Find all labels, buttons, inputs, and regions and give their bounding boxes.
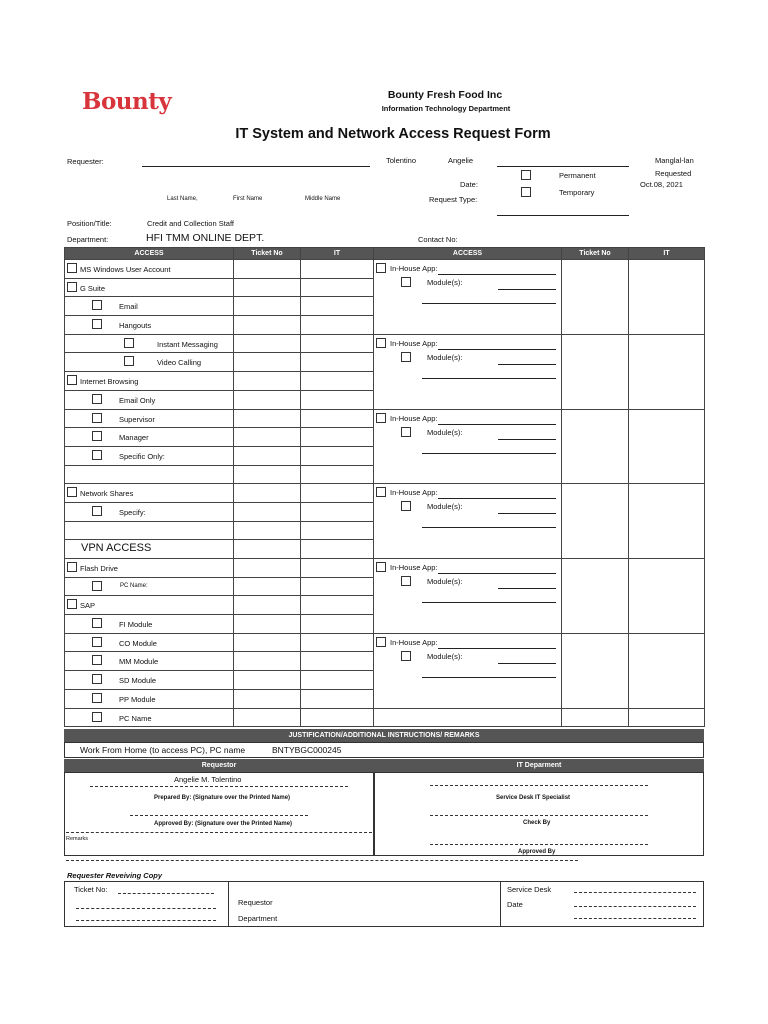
request-type-line xyxy=(497,215,629,216)
it-cell-left[interactable] xyxy=(301,409,374,428)
module-line-2 xyxy=(422,677,556,678)
module-line xyxy=(498,439,556,440)
access-cell-left xyxy=(65,278,234,297)
it-cell-left[interactable] xyxy=(301,596,374,615)
access-item-label: Supervisor xyxy=(119,414,155,424)
inhouse-app-line xyxy=(438,424,556,425)
copy-date-line xyxy=(574,906,696,907)
it-cell-left[interactable] xyxy=(301,577,374,596)
access-checkbox[interactable] xyxy=(124,338,134,348)
approved-by-line-left xyxy=(130,815,308,816)
justification-text: Work From Home (to access PC), PC name xyxy=(80,745,246,755)
table-row xyxy=(65,334,705,353)
it-cell-left[interactable] xyxy=(301,260,374,279)
access-cell-left xyxy=(65,615,234,634)
ticket-cell-left[interactable] xyxy=(234,278,301,297)
check-by-label: Check By xyxy=(523,820,551,826)
inhouse-app-label: In-House App: xyxy=(390,413,438,423)
module-checkbox[interactable] xyxy=(401,576,411,586)
header-ticket-right: Ticket No xyxy=(562,248,629,260)
access-checkbox[interactable] xyxy=(67,282,77,292)
access-checkbox[interactable] xyxy=(67,487,77,497)
module-checkbox[interactable] xyxy=(401,501,411,511)
access-checkbox[interactable] xyxy=(92,506,102,516)
copy-line-2 xyxy=(76,908,216,909)
copy-service-desk-line xyxy=(574,892,696,893)
inhouse-app-block xyxy=(374,409,562,484)
copy-requestor-label: Requestor xyxy=(238,898,273,907)
copy-line-3 xyxy=(76,920,216,921)
table-row xyxy=(65,633,705,652)
access-checkbox[interactable] xyxy=(92,450,102,460)
ticket-cell-left[interactable] xyxy=(234,689,301,708)
date-value: Oct.08, 2021 xyxy=(640,180,683,189)
requestor-name: Angelie M. Tolentino xyxy=(174,775,242,784)
table-row xyxy=(65,559,705,578)
copy-line-right-3 xyxy=(574,918,696,919)
permanent-label: Permanent xyxy=(559,171,596,180)
inhouse-app-label: In-House App: xyxy=(390,637,438,647)
ticket-cell-right[interactable] xyxy=(562,633,629,708)
approved-by-right-label: Approved By xyxy=(518,849,556,855)
it-cell-left[interactable] xyxy=(301,465,374,484)
access-item-label: CO Module xyxy=(119,638,157,648)
copy-department-label: Department xyxy=(238,914,278,923)
access-cell-left xyxy=(65,316,234,335)
it-cell-right[interactable] xyxy=(629,260,705,335)
it-cell-left[interactable] xyxy=(301,428,374,447)
it-cell-right[interactable] xyxy=(629,633,705,708)
it-cell-left[interactable] xyxy=(301,484,374,503)
inhouse-app-line xyxy=(438,573,556,574)
access-cell-left xyxy=(65,297,234,316)
access-cell-left xyxy=(65,428,234,447)
module-line-2 xyxy=(422,378,556,379)
access-cell-left xyxy=(65,372,234,391)
date-requested-label: Requested xyxy=(655,169,692,178)
module-checkbox[interactable] xyxy=(401,352,411,362)
middle-name-label: Middle Name xyxy=(305,196,341,202)
access-item-label: Flash Drive xyxy=(80,564,118,573)
module-line xyxy=(498,588,556,589)
it-cell-left[interactable] xyxy=(301,521,374,540)
it-cell-left[interactable] xyxy=(301,502,374,521)
module-line xyxy=(498,663,556,664)
inhouse-app-line xyxy=(438,498,556,499)
requestor-band: Requestor xyxy=(64,759,374,772)
module-line-2 xyxy=(422,303,556,304)
it-cell-right xyxy=(629,708,705,727)
it-cell-right[interactable] xyxy=(629,409,705,484)
access-checkbox[interactable] xyxy=(67,599,77,609)
access-cell-left xyxy=(65,577,234,596)
inhouse-app-label: In-House App: xyxy=(390,338,438,348)
inhouse-app-checkbox[interactable] xyxy=(376,562,386,572)
it-cell-left[interactable] xyxy=(301,353,374,372)
ticket-cell-right xyxy=(562,708,629,727)
it-cell-left[interactable] xyxy=(301,390,374,409)
access-item-label: Network Shares xyxy=(80,489,134,499)
inhouse-app-block xyxy=(374,484,562,559)
access-item-label: SAP xyxy=(80,601,96,611)
company-name: Bounty Fresh Food Inc xyxy=(387,89,503,101)
receiving-copy-title: Requester Reveiving Copy xyxy=(67,871,163,880)
access-checkbox[interactable] xyxy=(67,375,77,385)
header-access-right: ACCESS xyxy=(374,248,562,260)
ticket-cell-left[interactable] xyxy=(234,372,301,391)
justification-band: JUSTIFICATION/ADDITIONAL INSTRUCTIONS/ REMARKS xyxy=(64,729,704,742)
it-cell-left[interactable] xyxy=(301,652,374,671)
access-item-label: PP Module xyxy=(119,694,156,704)
copy-divider-left xyxy=(228,881,229,927)
inhouse-app-block xyxy=(374,559,562,634)
position-value: Credit and Collection Staff xyxy=(147,219,234,228)
module-label: Module(s): xyxy=(427,502,463,512)
module-line xyxy=(498,289,556,290)
it-cell-left[interactable] xyxy=(301,334,374,353)
ticket-cell-left[interactable] xyxy=(234,671,301,690)
prepared-by-label: Prepared By: (Signature over the Printed Name) xyxy=(154,795,291,801)
inhouse-app-line xyxy=(438,648,556,649)
check-by-line xyxy=(430,815,648,816)
it-cell-left[interactable] xyxy=(301,559,374,578)
module-label: Module(s): xyxy=(427,577,463,586)
access-item-label: G Suite xyxy=(80,283,106,293)
access-cell-left xyxy=(65,652,234,671)
ticket-cell-left[interactable] xyxy=(234,596,301,615)
module-label: Module(s): xyxy=(427,427,463,437)
copy-service-desk-label: Service Desk xyxy=(507,885,552,894)
access-item-label: Internet Browsing xyxy=(80,377,139,387)
access-item-label: PC Name xyxy=(119,713,152,723)
inhouse-app-checkbox[interactable] xyxy=(376,487,386,497)
access-table xyxy=(64,247,705,727)
ticket-cell-left[interactable] xyxy=(234,502,301,521)
inhouse-app-checkbox[interactable] xyxy=(376,338,386,348)
service-desk-label: Service Desk IT Specialist xyxy=(496,795,571,801)
inhouse-app-checkbox[interactable] xyxy=(376,637,386,647)
access-checkbox[interactable] xyxy=(92,413,102,423)
access-item-label: Manager xyxy=(119,433,149,443)
module-line-2 xyxy=(422,453,556,454)
access-cell-left xyxy=(65,465,234,484)
ticket-cell-left[interactable] xyxy=(234,390,301,409)
access-item-label: Video Calling xyxy=(157,358,202,368)
access-cell-left xyxy=(65,260,234,279)
it-cell-left[interactable] xyxy=(301,278,374,297)
requester-line xyxy=(142,166,370,167)
inhouse-app-block xyxy=(374,260,562,335)
access-item-label: FI Module xyxy=(119,620,153,630)
position-label: Position/Title: xyxy=(67,219,112,228)
first-name-value: Angelie xyxy=(448,156,474,165)
access-checkbox[interactable] xyxy=(92,637,102,647)
ticket-cell-left[interactable] xyxy=(234,521,301,540)
table-row xyxy=(65,409,705,428)
copy-ticket-label: Ticket No: xyxy=(74,885,108,894)
module-line xyxy=(498,513,556,514)
access-item-label: Instant Messaging xyxy=(157,339,218,349)
access-checkbox[interactable] xyxy=(92,394,102,404)
header-it-left: IT xyxy=(301,248,374,260)
access-item-label: MS Windows User Account xyxy=(80,265,171,274)
ticket-cell-left[interactable] xyxy=(234,559,301,578)
remarks-label: Remarks xyxy=(66,836,89,842)
justification-pc-name: BNTYBGC000245 xyxy=(272,745,342,755)
access-checkbox[interactable] xyxy=(67,562,77,572)
remarks-line xyxy=(66,832,372,833)
module-checkbox[interactable] xyxy=(401,427,411,437)
requester-label: Requester: xyxy=(67,157,104,166)
ticket-cell-left[interactable] xyxy=(234,428,301,447)
module-label: Module(s): xyxy=(427,352,463,362)
it-cell-left[interactable] xyxy=(301,689,374,708)
it-cell-left[interactable] xyxy=(301,671,374,690)
ticket-cell-left[interactable] xyxy=(234,484,301,503)
department-label: Department: xyxy=(67,235,109,244)
ticket-cell-right[interactable] xyxy=(562,334,629,409)
cut-line xyxy=(66,860,578,861)
temporary-label: Temporary xyxy=(559,188,595,197)
ticket-cell-left[interactable] xyxy=(234,297,301,316)
access-cell-left xyxy=(65,521,234,540)
ticket-cell-left[interactable] xyxy=(234,652,301,671)
access-item-label: SD Module xyxy=(119,676,157,686)
it-cell-right[interactable] xyxy=(629,334,705,409)
service-desk-line xyxy=(430,785,648,786)
inhouse-app-label: In-House App: xyxy=(390,264,438,273)
copy-date-label: Date xyxy=(507,900,523,909)
access-item-label: Hangouts xyxy=(119,321,152,331)
requestor-name-line xyxy=(90,786,348,787)
ticket-cell-left[interactable] xyxy=(234,708,301,727)
it-cell-left[interactable] xyxy=(301,316,374,335)
it-cell-right[interactable] xyxy=(629,559,705,634)
access-checkbox[interactable] xyxy=(92,712,102,722)
access-cell-left xyxy=(65,334,234,353)
permanent-checkbox[interactable] xyxy=(521,170,531,180)
access-cell-left xyxy=(65,390,234,409)
access-cell-left xyxy=(65,596,234,615)
ticket-cell-left[interactable] xyxy=(234,577,301,596)
it-cell-left[interactable] xyxy=(301,372,374,391)
department-value: HFI TMM ONLINE DEPT. xyxy=(146,232,265,244)
table-row xyxy=(65,484,705,503)
request-type-label: Request Type: xyxy=(429,195,478,204)
access-checkbox[interactable] xyxy=(92,618,102,628)
contact-label: Contact No: xyxy=(418,235,458,244)
module-label: Module(s): xyxy=(427,651,463,661)
access-cell-left xyxy=(65,446,234,465)
access-checkbox[interactable] xyxy=(92,581,102,591)
it-department-band: IT Deparment xyxy=(374,759,704,772)
it-cell-left[interactable] xyxy=(301,633,374,652)
header-ticket-left: Ticket No xyxy=(234,248,301,260)
access-item-label: Email xyxy=(119,302,138,312)
date-label: Date: xyxy=(460,180,478,189)
ticket-cell-left[interactable] xyxy=(234,409,301,428)
it-cell-left[interactable] xyxy=(301,615,374,634)
access-cell-left xyxy=(65,689,234,708)
ticket-cell-left[interactable] xyxy=(234,353,301,372)
access-checkbox[interactable] xyxy=(92,300,102,310)
ticket-cell-right[interactable] xyxy=(562,484,629,559)
department-subtitle: Information Technology Department xyxy=(381,104,511,113)
ticket-cell-right[interactable] xyxy=(562,409,629,484)
last-name-value: Tolentino xyxy=(386,156,417,165)
middle-name-value: Manglal-lan xyxy=(655,156,694,165)
access-checkbox[interactable] xyxy=(124,356,134,366)
temporary-checkbox[interactable] xyxy=(521,187,531,197)
form-title: IT System and Network Access Request Form xyxy=(235,126,551,142)
bounty-logo: Bounty xyxy=(82,88,172,115)
ticket-cell-left[interactable] xyxy=(234,334,301,353)
module-checkbox[interactable] xyxy=(401,651,411,661)
inhouse-app-label: In-House App: xyxy=(390,488,438,498)
inhouse-app-empty xyxy=(374,708,562,727)
access-cell-left xyxy=(65,409,234,428)
access-item-label: Email Only xyxy=(119,395,156,405)
access-checkbox[interactable] xyxy=(92,431,102,441)
module-line-2 xyxy=(422,527,556,528)
last-name-label: Last Name, xyxy=(167,196,198,202)
access-cell-left xyxy=(65,708,234,727)
it-cell-left[interactable] xyxy=(301,297,374,316)
access-cell-left xyxy=(65,671,234,690)
copy-ticket-line xyxy=(118,893,214,894)
inhouse-app-block xyxy=(374,633,562,708)
access-cell-left xyxy=(65,353,234,372)
ticket-cell-right[interactable] xyxy=(562,559,629,634)
approved-by-line-right xyxy=(430,844,648,845)
access-cell-left xyxy=(65,484,234,503)
copy-divider-right xyxy=(500,881,501,927)
inhouse-app-line xyxy=(438,349,556,350)
ticket-cell-left[interactable] xyxy=(234,316,301,335)
inhouse-app-checkbox[interactable] xyxy=(376,263,386,273)
ticket-cell-left[interactable] xyxy=(234,446,301,465)
it-cell-left[interactable] xyxy=(301,708,374,727)
name-line xyxy=(497,166,629,167)
access-checkbox[interactable] xyxy=(92,319,102,329)
ticket-cell-left[interactable] xyxy=(234,540,301,559)
module-label: Module(s): xyxy=(427,278,463,287)
header-it-right: IT xyxy=(629,248,705,260)
access-cell-left xyxy=(65,540,234,559)
inhouse-app-line xyxy=(438,274,556,275)
module-line xyxy=(498,364,556,365)
ticket-cell-left[interactable] xyxy=(234,615,301,634)
inhouse-app-checkbox[interactable] xyxy=(376,413,386,423)
access-checkbox[interactable] xyxy=(92,674,102,684)
module-checkbox[interactable] xyxy=(401,277,411,287)
ticket-cell-left[interactable] xyxy=(234,260,301,279)
access-cell-left xyxy=(65,633,234,652)
requestor-signature-box xyxy=(64,772,374,856)
it-cell-left[interactable] xyxy=(301,540,374,559)
table-row xyxy=(65,260,705,279)
header-access-left: ACCESS xyxy=(65,248,234,260)
ticket-cell-left[interactable] xyxy=(234,465,301,484)
ticket-cell-left[interactable] xyxy=(234,633,301,652)
access-checkbox[interactable] xyxy=(92,693,102,703)
access-item-label: MM Module xyxy=(119,657,159,667)
it-cell-left[interactable] xyxy=(301,446,374,465)
access-item-label: Specify: xyxy=(119,507,146,517)
access-checkbox[interactable] xyxy=(67,263,77,273)
approved-by-left-label: Approved By: (Signature over the Printed Name) xyxy=(154,821,293,827)
module-line-2 xyxy=(422,602,556,603)
access-cell-left xyxy=(65,559,234,578)
vpn-access-heading: VPN ACCESS xyxy=(81,542,152,555)
ticket-cell-right[interactable] xyxy=(562,260,629,335)
access-checkbox[interactable] xyxy=(92,655,102,665)
inhouse-app-label: In-House App: xyxy=(390,563,438,572)
access-item-label: PC Name: xyxy=(120,582,148,589)
table-row xyxy=(65,708,705,727)
first-name-label: First Name xyxy=(233,196,263,202)
access-item-label: Specific Only: xyxy=(119,451,165,461)
it-cell-right[interactable] xyxy=(629,484,705,559)
inhouse-app-block xyxy=(374,334,562,409)
access-cell-left xyxy=(65,502,234,521)
